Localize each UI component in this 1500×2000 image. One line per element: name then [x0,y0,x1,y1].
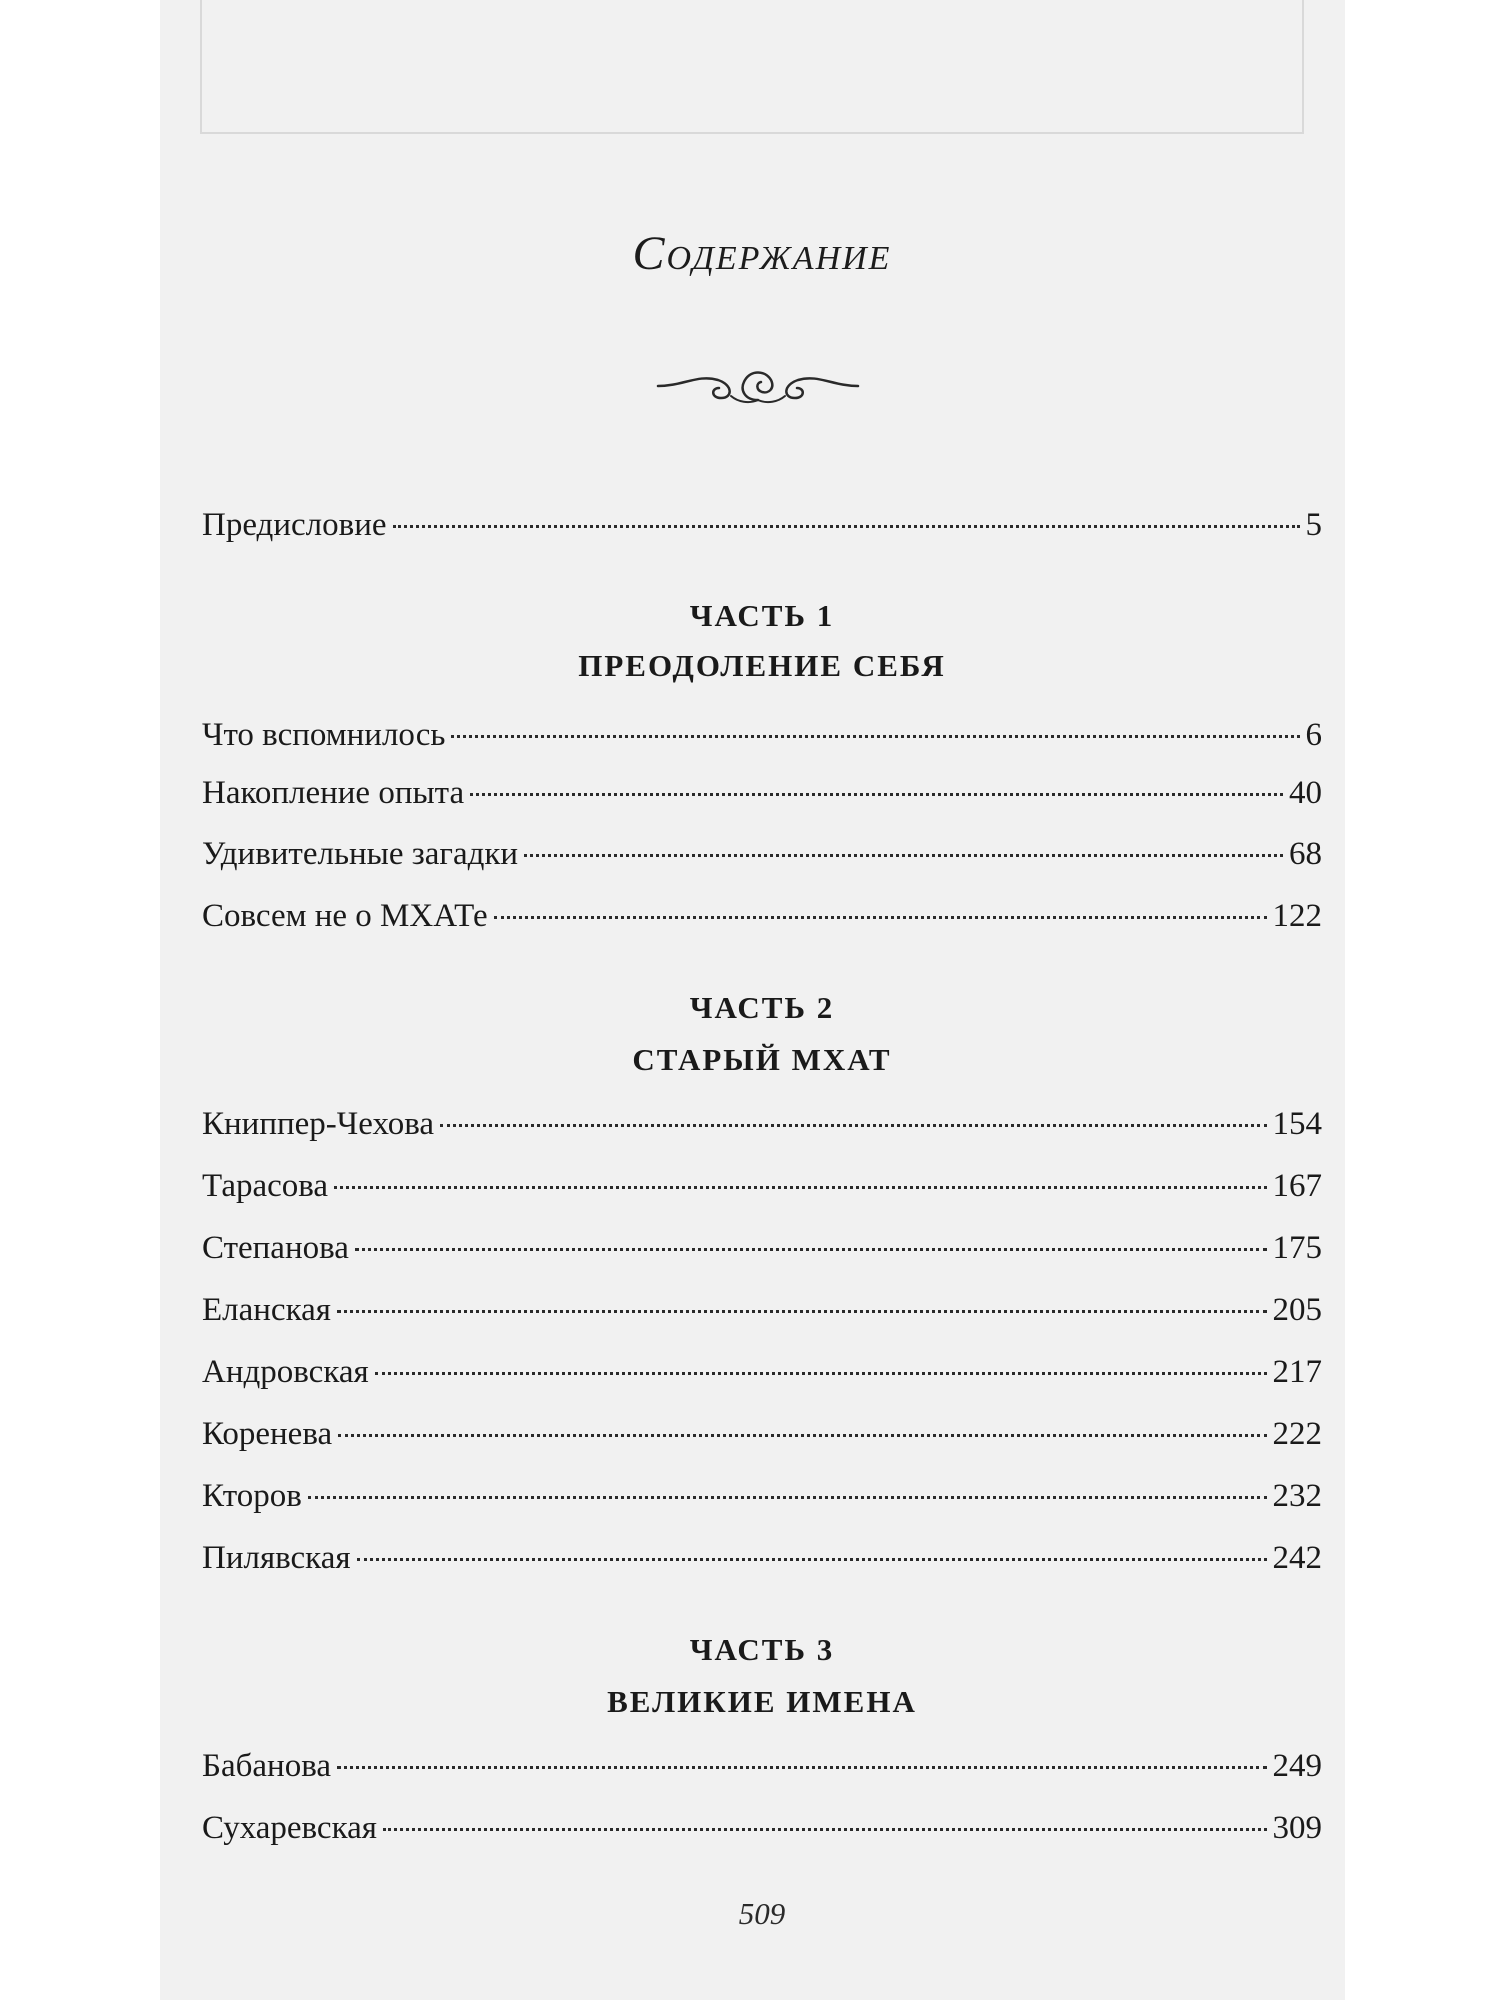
dot-leader [494,916,1267,919]
dot-leader [355,1248,1267,1251]
book-page [160,0,1345,2000]
toc-entry-label: Еланская [202,1292,331,1328]
toc-entry[interactable] [202,894,1322,938]
toc-entry-page: 5 [1305,507,1322,543]
dot-leader [338,1434,1266,1437]
toc-entry-page: 232 [1272,1478,1322,1514]
dot-leader [334,1186,1266,1189]
part-title: ВЕЛИКИЕ ИМЕНА [607,1684,917,1719]
part-title: ПРЕОДОЛЕНИЕ СЕБЯ [578,648,946,683]
scroll-ornament-icon [653,360,863,410]
toc-entry-label: Андровская [202,1354,369,1390]
dot-leader [451,735,1299,738]
toc-entry-page: 217 [1272,1354,1322,1390]
toc-entry[interactable] [202,1288,1322,1332]
dot-leader [524,854,1283,857]
dot-leader [357,1558,1267,1561]
contents-page [202,0,1322,2000]
toc-entry[interactable] [202,1226,1322,1270]
page-title: Содержание [632,227,892,280]
toc-entry-label: Тарасова [202,1168,329,1204]
toc-entry[interactable] [202,713,1322,757]
toc-entry-label: Кторов [202,1478,302,1514]
toc-entry-page: 68 [1289,836,1322,872]
toc-entry-label: Бабанова [202,1748,331,1784]
toc-entry-preface[interactable] [202,503,1322,547]
toc-entry-page: 242 [1272,1540,1322,1576]
toc-entry[interactable] [202,1536,1322,1580]
dot-leader [375,1372,1267,1375]
toc-entry-label: Сухаревская [202,1810,377,1846]
toc-entry[interactable] [202,1744,1322,1788]
page-number: 509 [738,1896,786,1931]
toc-entry[interactable] [202,1412,1322,1456]
toc-entry[interactable] [202,832,1322,876]
dot-leader [383,1828,1267,1831]
toc-entry-label: Коренева [202,1416,333,1452]
toc-entry-page: 175 [1272,1230,1322,1266]
toc-entry-label: Пилявская [202,1540,351,1576]
dot-leader [440,1124,1267,1127]
dot-leader [393,525,1300,528]
toc-entry-page: 249 [1272,1748,1322,1784]
dot-leader [308,1496,1267,1499]
toc-entry-page: 167 [1272,1168,1322,1204]
part-number: ЧАСТЬ 2 [689,990,835,1025]
part-number: ЧАСТЬ 3 [689,1632,835,1667]
toc-entry-page: 40 [1289,775,1322,811]
toc-entry-label: Совсем не о МХАТе [202,898,488,934]
toc-entry[interactable] [202,1102,1322,1146]
toc-entry[interactable] [202,1806,1322,1850]
toc-entry-label: Удивительные загадки [202,836,519,872]
toc-entry-page: 154 [1272,1106,1322,1142]
toc-entry-label: Что вспомнилось [202,717,446,753]
toc-entry-label: Степанова [202,1230,349,1266]
toc-entry[interactable] [202,771,1322,815]
toc-entry-page: 122 [1272,898,1322,934]
part-number: ЧАСТЬ 1 [689,598,835,633]
toc-entry-label: Книппер-Чехова [202,1106,434,1142]
toc-entry-page: 222 [1272,1416,1322,1452]
dot-leader [337,1310,1267,1313]
toc-entry-page: 309 [1272,1810,1322,1846]
toc-entry[interactable] [202,1164,1322,1208]
toc-entry[interactable] [202,1474,1322,1518]
toc-entry[interactable] [202,1350,1322,1394]
toc-entry-label: Предисловие [202,507,387,543]
dot-leader [337,1766,1267,1769]
toc-entry-page: 205 [1272,1292,1322,1328]
dot-leader [470,793,1283,796]
part-title: СТАРЫЙ МХАТ [632,1042,892,1077]
toc-entry-label: Накопление опыта [202,775,465,811]
toc-entry-page: 6 [1305,717,1322,753]
